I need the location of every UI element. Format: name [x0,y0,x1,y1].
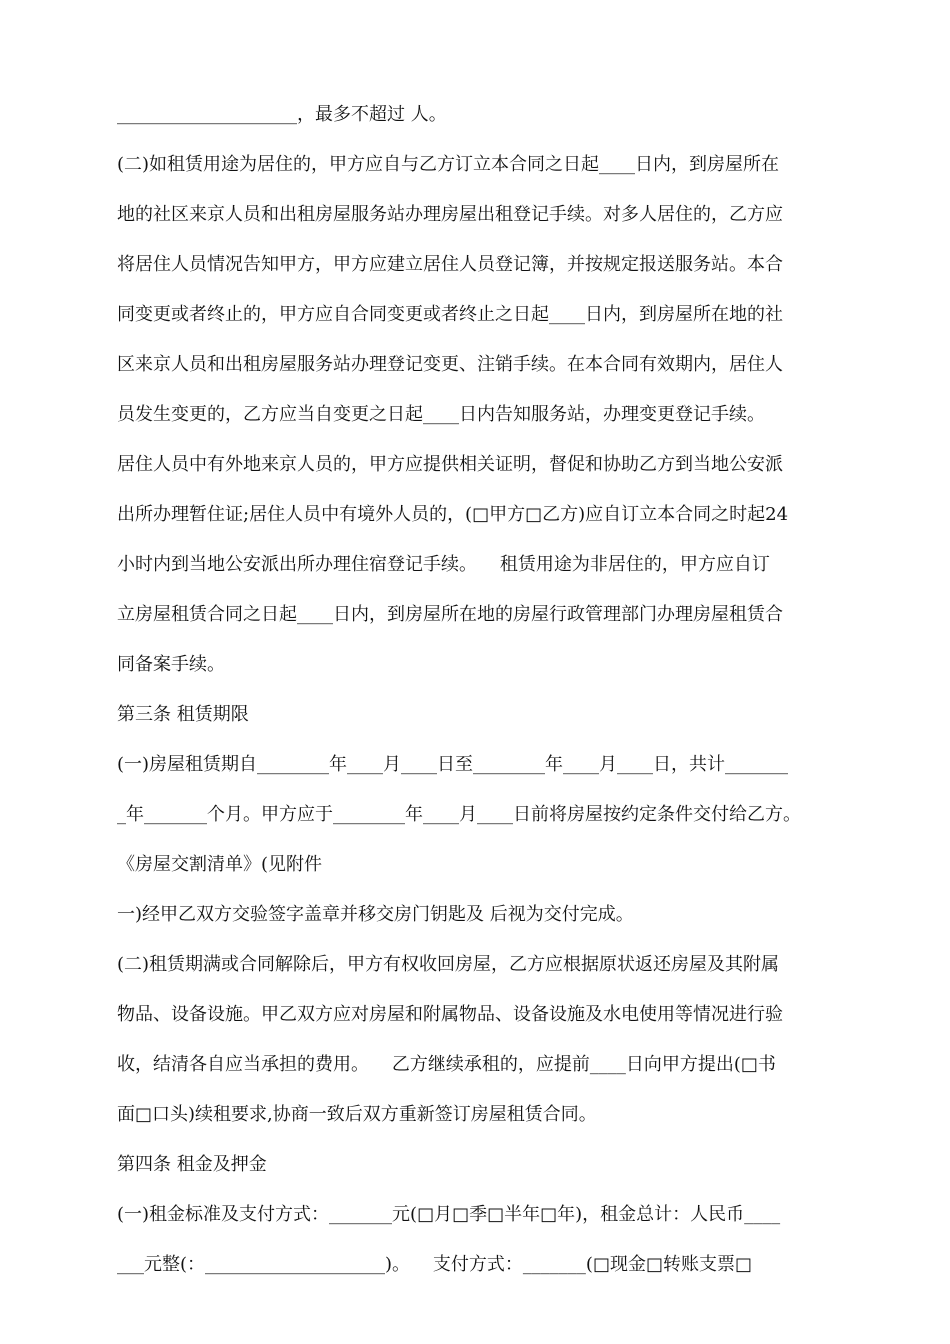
text-line: 同变更或者终止的，甲方应自合同变更或者终止之日起____日内，到房屋所在地的社 [117,304,783,325]
text-line: 地的社区来京人员和出租房屋服务站办理房屋出租登记手续。对多人居住的，乙方应 [117,204,783,225]
text-line: 将居住人员情况告知甲方，甲方应建立居住人员登记簿，并按规定报送服务站。本合 [117,254,783,275]
text-line: 居住人员中有外地来京人员的，甲方应提供相关证明，督促和协助乙方到当地公安派 [117,454,783,475]
text-line: (二)租赁期满或合同解除后，甲方有权收回房屋，乙方应根据原状返还房屋及其附属 [117,954,780,975]
text-line: (一)房屋租赁期自________年____月____日至________年____月____日，共计_______ [117,754,789,775]
text-line: 出所办理暂住证;居住人员中有境外人员的，(□甲方□乙方)应自订立本合同之时起24 [117,504,789,525]
text-line: 物品、设备设施。甲乙双方应对房屋和附属物品、设备设施及水电使用等情况进行验 [117,1004,783,1025]
section-heading: 第三条 租赁期限 [117,704,249,725]
text-line: _年_______个月。甲方应于________年____月____日前将房屋按约定条件交付给乙方。 [117,804,801,825]
text-line: 《房屋交割清单》(见附件 [117,854,323,875]
text-line: 员发生变更的，乙方应当自变更之日起____日内告知服务站，办理变更登记手续。 [117,404,765,425]
text-line: ___元整(：____________________)。 支付方式：_______(□现金□转账支票□ [117,1254,752,1275]
text-line: 区来京人员和出租房屋服务站办理登记变更、注销手续。在本合同有效期内，居住人 [117,354,783,375]
text-line: 一)经甲乙双方交验签字盖章并移交房门钥匙及 后视为交付完成。 [117,904,634,925]
text-line: 立房屋租赁合同之日起____日内，到房屋所在地的房屋行政管理部门办理房屋租赁合 [117,604,783,625]
text-line: 面□口头)续租要求,协商一致后双方重新签订房屋租赁合同。 [117,1104,597,1125]
section-heading: 第四条 租金及押金 [117,1154,267,1175]
text-line: 收，结清各自应当承担的费用。 乙方继续承租的，应提前____日向甲方提出(□书 [117,1054,776,1075]
text-line: 小时内到当地公安派出所办理住宿登记手续。 租赁用途为非居住的，甲方应自订 [117,554,770,575]
text-line: 同备案手续。 [117,654,225,675]
text-line: ____________________，最多不超过 人。 [117,104,447,125]
text-line: (二)如租赁用途为居住的，甲方应自与乙方订立本合同之日起____日内，到房屋所在 [117,154,780,175]
text-line: (一)租金标准及支付方式：_______元(□月□季□半年□年)，租金总计：人民币____ [117,1204,781,1225]
